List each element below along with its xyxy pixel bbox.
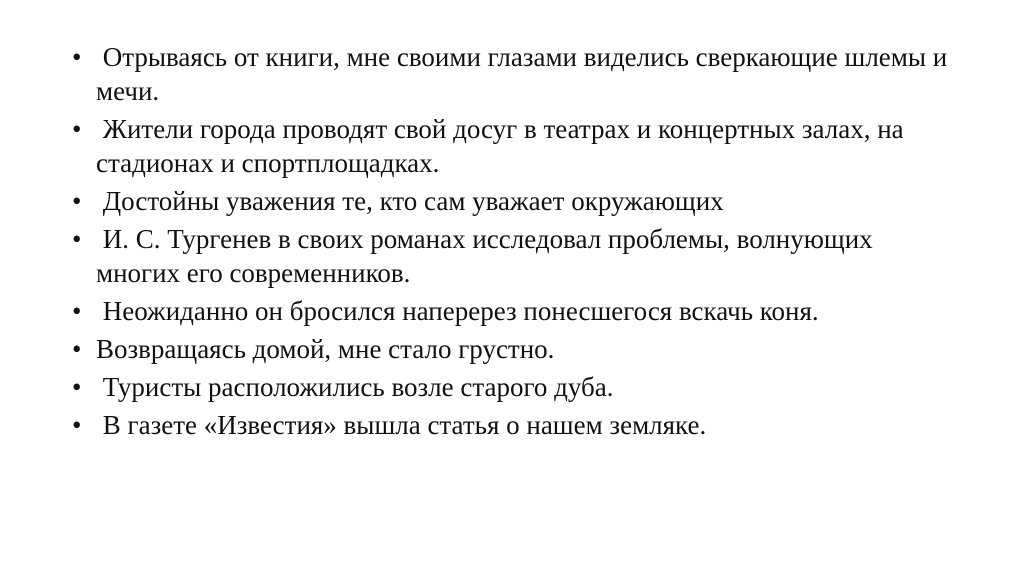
bullet-marker: •	[72, 296, 82, 326]
bullet-text: Достойны уважения те, кто сам уважает окружающих	[96, 186, 724, 216]
bullet-marker: •	[72, 114, 82, 144]
bullet-item	[72, 332, 952, 366]
bullet-item	[72, 40, 952, 108]
bullet-text: Туристы расположились возле старого дуба.	[96, 372, 614, 402]
bullet-text: Возвращаясь домой, мне стало грустно.	[96, 334, 555, 364]
bullet-item	[72, 222, 952, 290]
bullet-item	[72, 184, 952, 218]
bullet-text: И. С. Тургенев в своих романах исследовал проблемы, волнующих многих его современников.	[96, 224, 880, 288]
bullet-item	[72, 294, 952, 328]
bullet-text: Отрываясь от книги, мне своими глазами виделись сверкающие шлемы и мечи.	[96, 42, 954, 106]
bullet-marker: •	[72, 372, 82, 402]
bullet-marker: •	[72, 42, 82, 72]
bullet-marker: •	[72, 224, 82, 254]
bullet-item	[72, 370, 952, 404]
bullet-item	[72, 408, 952, 442]
bullet-marker: •	[72, 410, 82, 440]
bullet-list	[72, 40, 952, 446]
bullet-marker: •	[72, 334, 82, 364]
bullet-item	[72, 112, 952, 180]
bullet-marker: •	[72, 186, 82, 216]
bullet-text: Неожиданно он бросился наперерез понесшегося вскачь коня.	[96, 296, 819, 326]
bullet-text: В газете «Известия» вышла статья о нашем земляке.	[96, 410, 707, 440]
bullet-text: Жители города проводят свой досуг в театрах и концертных залах, на стадионах и спортплощадках.	[96, 114, 911, 178]
